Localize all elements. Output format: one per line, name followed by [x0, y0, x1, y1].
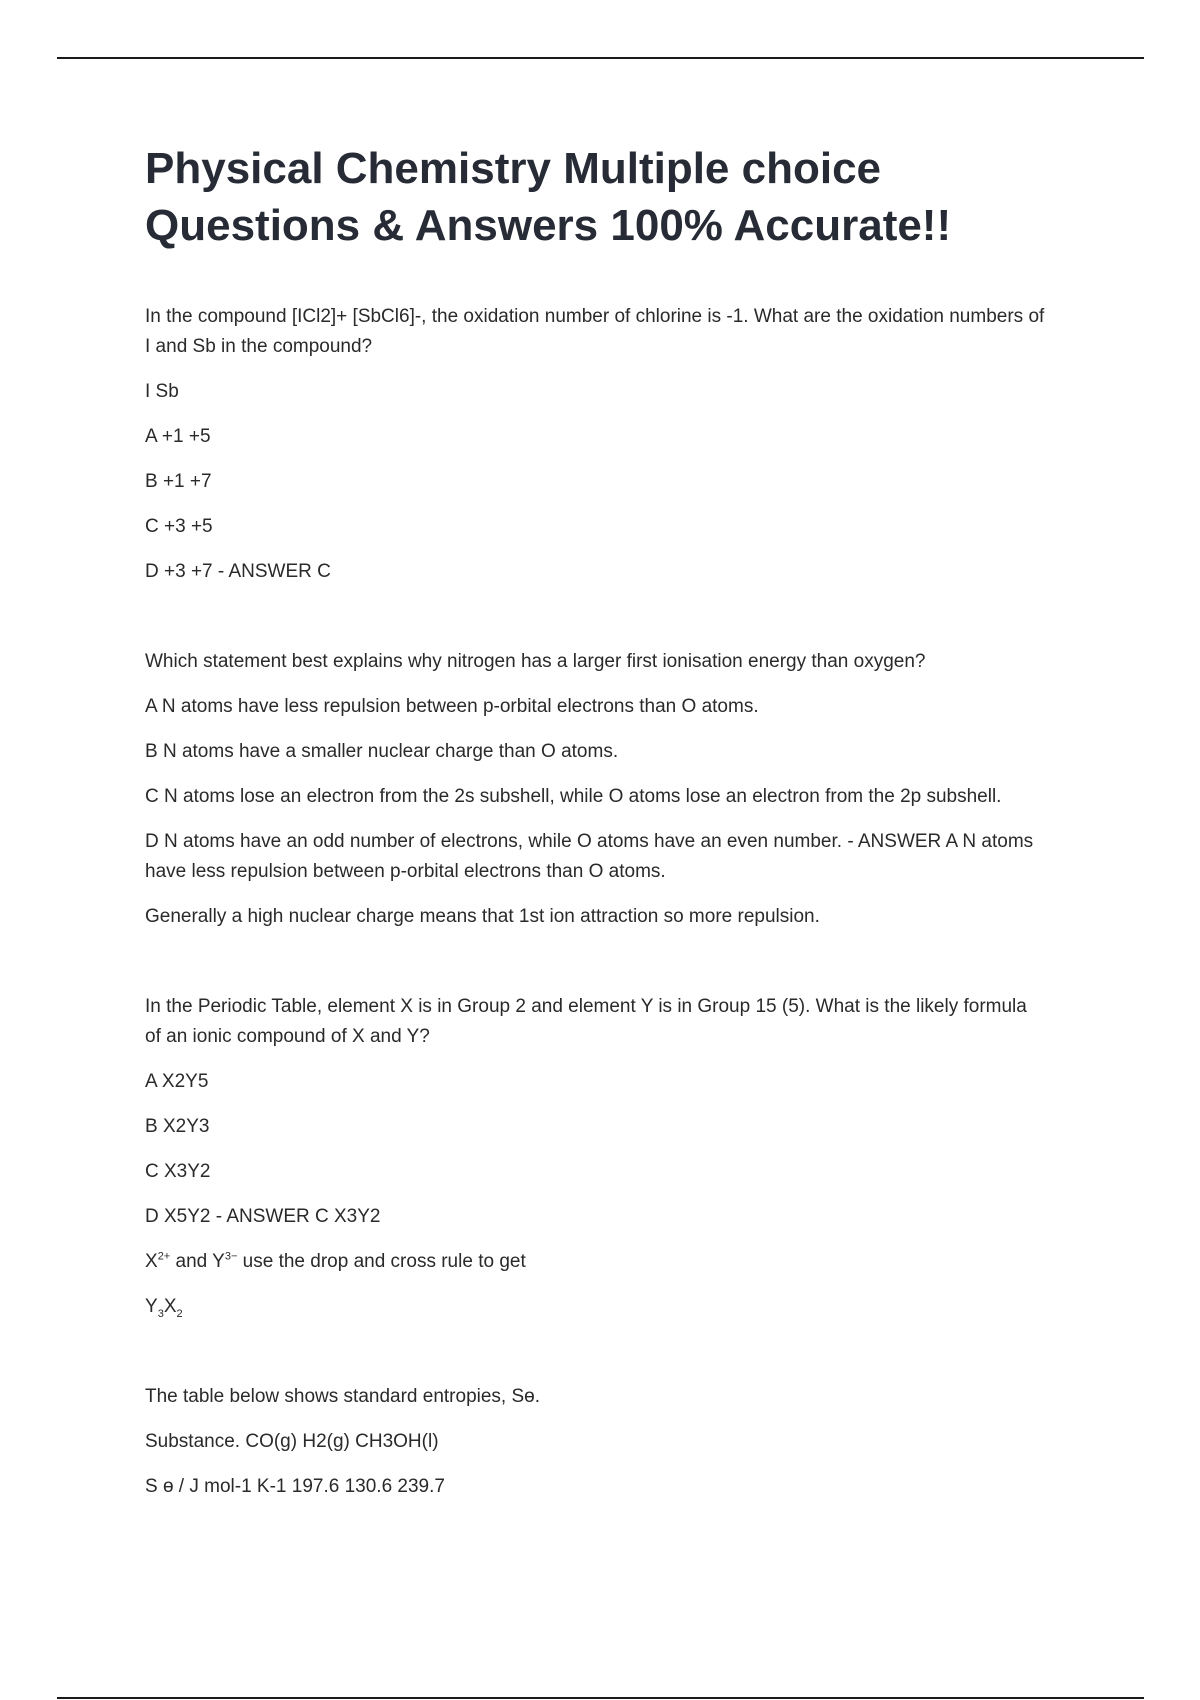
formula-x: X	[163, 1296, 177, 1317]
question-1	[145, 302, 1045, 587]
question-2-note: Generally a high nuclear charge means that 1st ion attraction so more repulsion.	[145, 906, 820, 927]
ion-rule-text: use the drop and cross rule to get	[237, 1251, 526, 1272]
top-rule	[57, 57, 1144, 59]
question-1-option-c: C +3 +5	[145, 516, 213, 537]
question-3-option-d-answer: D X5Y2 - ANSWER C X3Y2	[145, 1206, 381, 1227]
question-2	[145, 647, 1045, 932]
question-2-option-d-answer: D N atoms have an odd number of electrons, while O atoms have an even number. - ANSWER A N atoms have less repulsion between p-orbital electrons than O atoms.	[145, 831, 1034, 882]
question-4-text: The table below shows standard entropies, Sɵ.	[145, 1386, 541, 1407]
question-3-ion-explanation	[145, 1247, 1045, 1277]
question-2-option-a: A N atoms have less repulsion between p-orbital electrons than O atoms.	[145, 696, 759, 717]
question-4	[145, 1382, 1045, 1502]
ion-and: and	[170, 1251, 213, 1272]
document-title: Physical Chemistry Multiple choice Questions & Answers 100% Accurate!!	[145, 144, 952, 250]
question-2-option-c: C N atoms lose an electron from the 2s subshell, while O atoms lose an electron from the 2p subshell.	[145, 786, 1002, 807]
question-3-formula	[145, 1292, 1045, 1322]
question-1-option-b: B +1 +7	[145, 471, 212, 492]
entropy-table-values: S ɵ / J mol-1 K-1 197.6 130.6 239.7	[145, 1476, 445, 1497]
entropy-table-substances: Substance. CO(g) H2(g) CH3OH(l)	[145, 1431, 439, 1452]
bottom-rule	[57, 1697, 1144, 1699]
question-1-option-d-answer: D +3 +7 - ANSWER C	[145, 561, 331, 582]
question-1-option-a: A +1 +5	[145, 426, 211, 447]
question-1-column-header: I Sb	[145, 381, 179, 402]
ion-y: Y	[212, 1251, 225, 1272]
formula-y-subscript: 3	[157, 1307, 164, 1320]
question-3-option-c: C X3Y2	[145, 1161, 211, 1182]
document-body	[145, 140, 1045, 1517]
question-3	[145, 992, 1045, 1322]
question-2-option-b: B N atoms have a smaller nuclear charge than O atoms.	[145, 741, 619, 762]
question-3-option-b: B X2Y3	[145, 1116, 210, 1137]
ion-x: X	[145, 1251, 158, 1272]
question-2-text: Which statement best explains why nitrogen has a larger first ionisation energy than oxygen?	[145, 651, 926, 672]
ion-x-charge: 2+	[157, 1250, 171, 1263]
formula-x-subscript: 2	[176, 1307, 183, 1320]
question-3-text: In the Periodic Table, element X is in Group 2 and element Y is in Group 15 (5). What is the likely formula of an ionic compound of X and Y?	[145, 996, 1027, 1047]
question-3-option-a: A X2Y5	[145, 1071, 209, 1092]
ion-y-charge: 3−	[224, 1250, 238, 1263]
question-1-text: In the compound [ICl2]+ [SbCl6]-, the oxidation number of chlorine is -1. What are the oxidation numbers of I and Sb in the compound?	[145, 306, 1045, 357]
formula-y: Y	[145, 1296, 158, 1317]
